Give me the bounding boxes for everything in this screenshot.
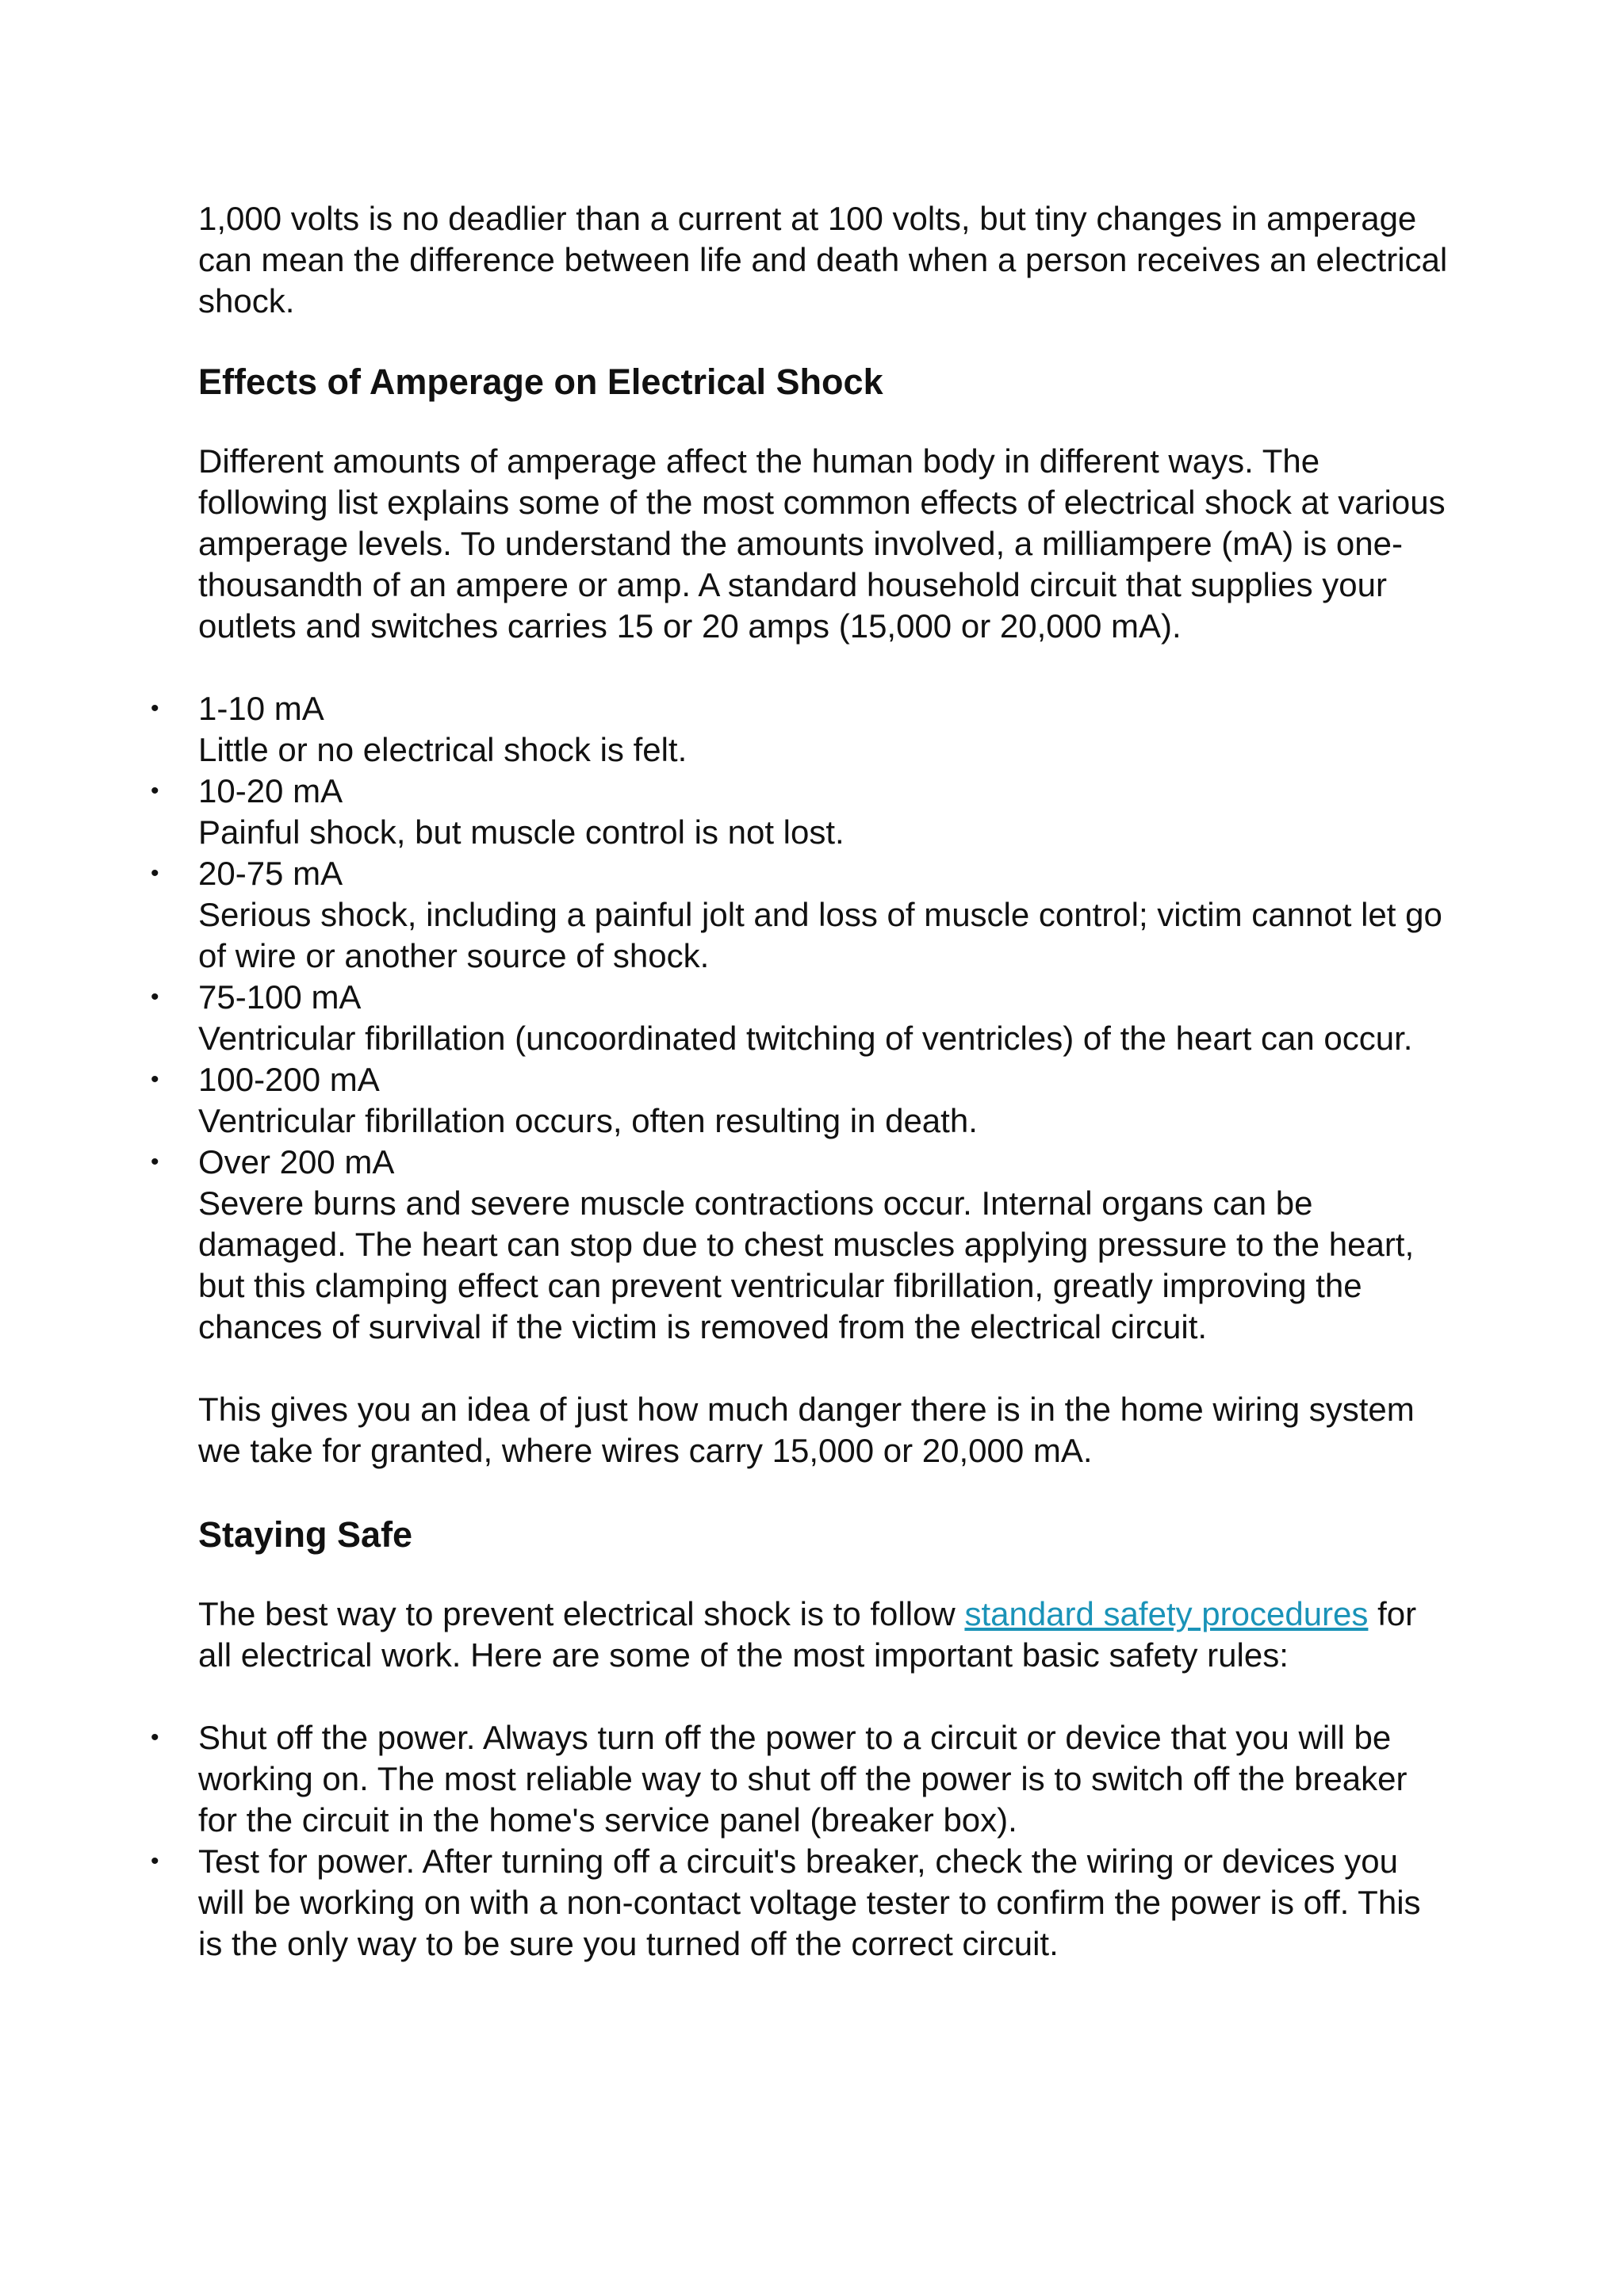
safety-rule-text: Test for power. After turning off a circuit's breaker, check the wiring or devices you will be working on with a non-contact voltage tester to confirm the power is off. This is the only way to be sure you turned off the correct circuit. (198, 1843, 1421, 1962)
amperage-effect: Little or no electrical shock is felt. (198, 731, 688, 768)
bullet-icon: • (151, 1149, 159, 1175)
closing-paragraph: This gives you an idea of just how much danger there is in the home wiring system we take for granted, where wires carry 15,000 or 20,000 mA. (198, 1391, 1415, 1469)
amperage-range: 1-10 mA (198, 690, 324, 727)
bullet-icon: • (151, 778, 159, 804)
safety-rule-text: Shut off the power. Always turn off the power to a circuit or device that you will be working on. The most reliable way to shut off the power is to switch off the breaker for the circuit in the home's service panel (breaker box). (198, 1719, 1408, 1839)
safety-text-before: The best way to prevent electrical shock is to follow (198, 1595, 965, 1632)
bullet-icon: • (151, 984, 159, 1010)
bullet-icon: • (151, 1848, 159, 1874)
amperage-effect: Severe burns and severe muscle contractions occur. Internal organs can be damaged. The heart can stop due to chest muscles applying pressure to the heart, but this clamping effect can prevent ventricular fibrillation, greatly improving the chances of survival if the victim is removed from the electrical circuit. (198, 1184, 1415, 1345)
amperage-paragraph: Different amounts of amperage affect the human body in different ways. The following list explains some of the most common effects of electrical shock at various amperage levels. To understand the amounts involved, a milliampere (mA) is one-thousandth of an ampere or amp. A standard household circuit that supplies your outlets and switches carries 15 or 20 amps (15,000 or 20,000 mA). (198, 442, 1446, 645)
list-item (151, 1142, 1451, 1348)
list-item (151, 1717, 1451, 1841)
section-heading-staying-safe: Staying Safe (198, 1514, 413, 1555)
amperage-effect: Serious shock, including a painful jolt and loss of muscle control; victim cannot let go of wire or another source of shock. (198, 896, 1442, 974)
amperage-range: 20-75 mA (198, 855, 343, 892)
bullet-icon: • (151, 1724, 159, 1751)
bullet-icon: • (151, 860, 159, 886)
list-item (151, 977, 1451, 1059)
section-heading-amperage: Effects of Amperage on Electrical Shock (198, 362, 883, 402)
list-item (151, 1059, 1451, 1142)
document-page (151, 198, 1451, 1965)
amperage-range: 100-200 mA (198, 1061, 380, 1098)
amperage-range: Over 200 mA (198, 1143, 395, 1181)
standard-safety-procedures-link[interactable]: standard safety procedures (964, 1595, 1369, 1632)
amperage-range: 75-100 mA (198, 978, 362, 1016)
intro-paragraph: 1,000 volts is no deadlier than a current at 100 volts, but tiny changes in amperage can mean the difference between life and death when a person receives an electrical shock. (198, 200, 1448, 320)
amperage-effects-list (151, 688, 1451, 1348)
bullet-icon: • (151, 695, 159, 721)
amperage-effect: Ventricular fibrillation occurs, often resulting in death. (198, 1102, 978, 1139)
list-item (151, 1841, 1451, 1965)
list-item (151, 688, 1451, 771)
safety-text-after: for all electrical work. Here are some of the most important basic safety rules: (198, 1595, 1417, 1674)
list-item (151, 853, 1451, 977)
safety-rules-list (151, 1717, 1451, 1965)
amperage-effect: Painful shock, but muscle control is not lost. (198, 813, 845, 851)
safety-paragraph (198, 1594, 1451, 1676)
bullet-icon: • (151, 1066, 159, 1093)
amperage-effect: Ventricular fibrillation (uncoordinated twitching of ventricles) of the heart can occur. (198, 1020, 1413, 1057)
list-item (151, 771, 1451, 853)
amperage-range: 10-20 mA (198, 772, 343, 809)
